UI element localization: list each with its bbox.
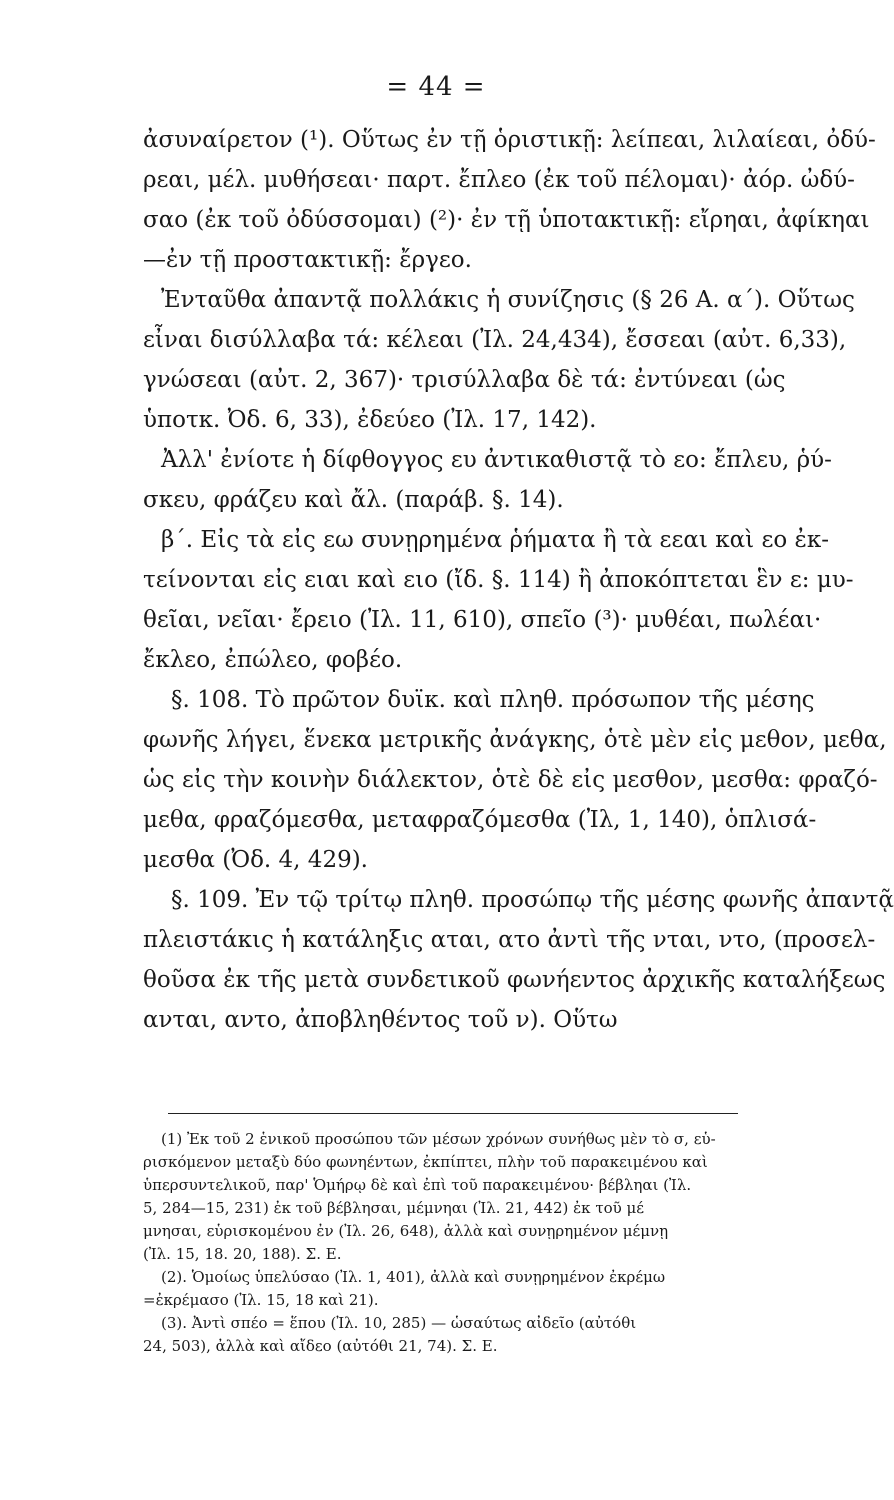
footnote-line: (2). Ὁμοίως ὑπελύσαο (Ἰλ. 1, 401), ἀλλὰ καὶ συνῃρημένον ἐκρέμω xyxy=(161,1268,666,1286)
text-line: ὑποτκ. Ὀδ. 6, 33), ἐδεύεο (Ἰλ. 17, 142). xyxy=(143,407,597,433)
footnote-line: μνησαι, εὑρισκομένου ἐν (Ἰλ. 26, 648), ἀλλὰ καὶ συνῃρημένον μέμνῃ xyxy=(143,1222,669,1240)
text-line: Ἐνταῦθα ἀπαντᾷ πολλάκις ἡ συνίζησις (§ 26 Α. α΄). Οὕτως xyxy=(161,287,855,313)
text-line: εἶναι δισύλλαβα τά: κέλεαι (Ἰλ. 24,434), ἔσσεαι (αὐτ. 6,33), xyxy=(143,327,847,353)
page-number: = 44 = xyxy=(386,72,486,102)
text-line: ἔκλεο, ἐπώλεο, φοβέο. xyxy=(143,647,403,673)
footnote-line: (1) Ἐκ τοῦ 2 ἑνικοῦ προσώπου τῶν μέσων χρόνων συνήθως μὲν τὸ σ, εὑ- xyxy=(161,1130,716,1148)
text-line: ανται, αντο, ἀποβληθέντος τοῦ ν). Οὕτω xyxy=(143,1007,618,1033)
footnote-line: =ἐκρέμασο (Ἰλ. 15, 18 καὶ 21). xyxy=(143,1291,379,1309)
text-line: §. 109. Ἐν τῷ τρίτῳ πληθ. προσώπῳ τῆς μέσης φωνῆς ἀπαντᾷ xyxy=(171,887,894,913)
text-line: φωνῆς λήγει, ἕνεκα μετρικῆς ἀνάγκης, ὁτὲ μὲν εἰς μεθον, μεθα, xyxy=(143,727,887,753)
footnote-line: ὑπερσυντελικοῦ, παρ' Ὁμήρῳ δὲ καὶ ἐπὶ τοῦ παρακειμένου· βέβληαι (Ἰλ. xyxy=(143,1176,692,1194)
main-text xyxy=(143,120,894,1040)
footnote-line: ρισκόμενον μεταξὺ δύο φωνηέντων, ἐκπίπτει, πλὴν τοῦ παρακειμένου καὶ xyxy=(143,1153,708,1171)
text-line: γνώσεαι (αὐτ. 2, 367)· τρισύλλαβα δὲ τά: ἐντύνεαι (ὡς xyxy=(143,367,786,393)
text-line: σκευ, φράζευ καὶ ἄλ. (παράβ. §. 14). xyxy=(143,487,564,513)
text-line: β΄. Εἰς τὰ εἰς εω συνῃρημένα ῥήματα ἢ τὰ εεαι καὶ εο ἐκ- xyxy=(161,527,830,553)
text-line: πλειστάκις ἡ κατάληξις αται, ατο ἀντὶ τῆς νται, ντο, (προσελ- xyxy=(143,927,876,953)
text-line: ρεαι, μέλ. μυθήσεαι· παρτ. ἔπλεο (ἐκ τοῦ πέλομαι)· ἀόρ. ὠδύ- xyxy=(143,167,855,193)
text-line: θεῖαι, νεῖαι· ἔρειο (Ἰλ. 11, 610), σπεῖο (³)· μυθέαι, πωλέαι· xyxy=(143,607,822,633)
text-line: —ἐν τῇ προστακτικῇ: ἔργεο. xyxy=(143,247,472,273)
footnote-divider xyxy=(168,1113,738,1114)
text-line: μεθα, φραζόμεσθα, μεταφραζόμεσθα (Ἰλ, 1, 140), ὁπλισά- xyxy=(143,807,817,833)
text-line: μεσθα (Ὀδ. 4, 429). xyxy=(143,847,368,873)
footnote-line: (Ἰλ. 15, 18. 20, 188). Σ. Ε. xyxy=(143,1245,342,1263)
text-line: τείνονται εἰς ειαι καὶ ειο (ἴδ. §. 114) ἢ ἀποκόπτεται ἓν ε: μυ- xyxy=(143,567,854,593)
footnotes xyxy=(143,1128,750,1358)
footnote-line: 5, 284—15, 231) ἐκ τοῦ βέβλησαι, μέμνηαι (Ἰλ. 21, 442) ἐκ τοῦ μέ xyxy=(143,1199,645,1217)
footnote-line: (3). Ἀντὶ σπέο = ἕπου (Ἰλ. 10, 285) — ὡσαύτως αἰδεῖο (αὐτόθι xyxy=(161,1314,637,1332)
text-line: §. 108. Τὸ πρῶτον δυϊκ. καὶ πληθ. πρόσωπον τῆς μέσης xyxy=(171,687,815,713)
text-line: θοῦσα ἐκ τῆς μετὰ συνδετικοῦ φωνήεντος ἀρχικῆς καταλήξεως xyxy=(143,967,886,993)
text-line: ὡς εἰς τὴν κοινὴν διάλεκτον, ὁτὲ δὲ εἰς μεσθον, μεσθα: φραζό- xyxy=(143,767,878,793)
text-line: Ἀλλ' ἐνίοτε ἡ δίφθογγος ευ ἀντικαθιστᾷ τὸ εο: ἔπλευ, ῥύ- xyxy=(161,447,832,473)
footnote-line: 24, 503), ἀλλὰ καὶ αἴδεο (αὐτόθι 21, 74). Σ. Ε. xyxy=(143,1337,498,1355)
text-line: σαο (ἐκ τοῦ ὀδύσσομαι) (²)· ἐν τῇ ὑποτακτικῇ: εἴρηαι, ἀφίκηαι xyxy=(143,207,870,233)
text-line: ἀσυναίρετον (¹). Οὕτως ἐν τῇ ὁριστικῇ: λείπεαι, λιλαίεαι, ὀδύ- xyxy=(143,127,876,153)
